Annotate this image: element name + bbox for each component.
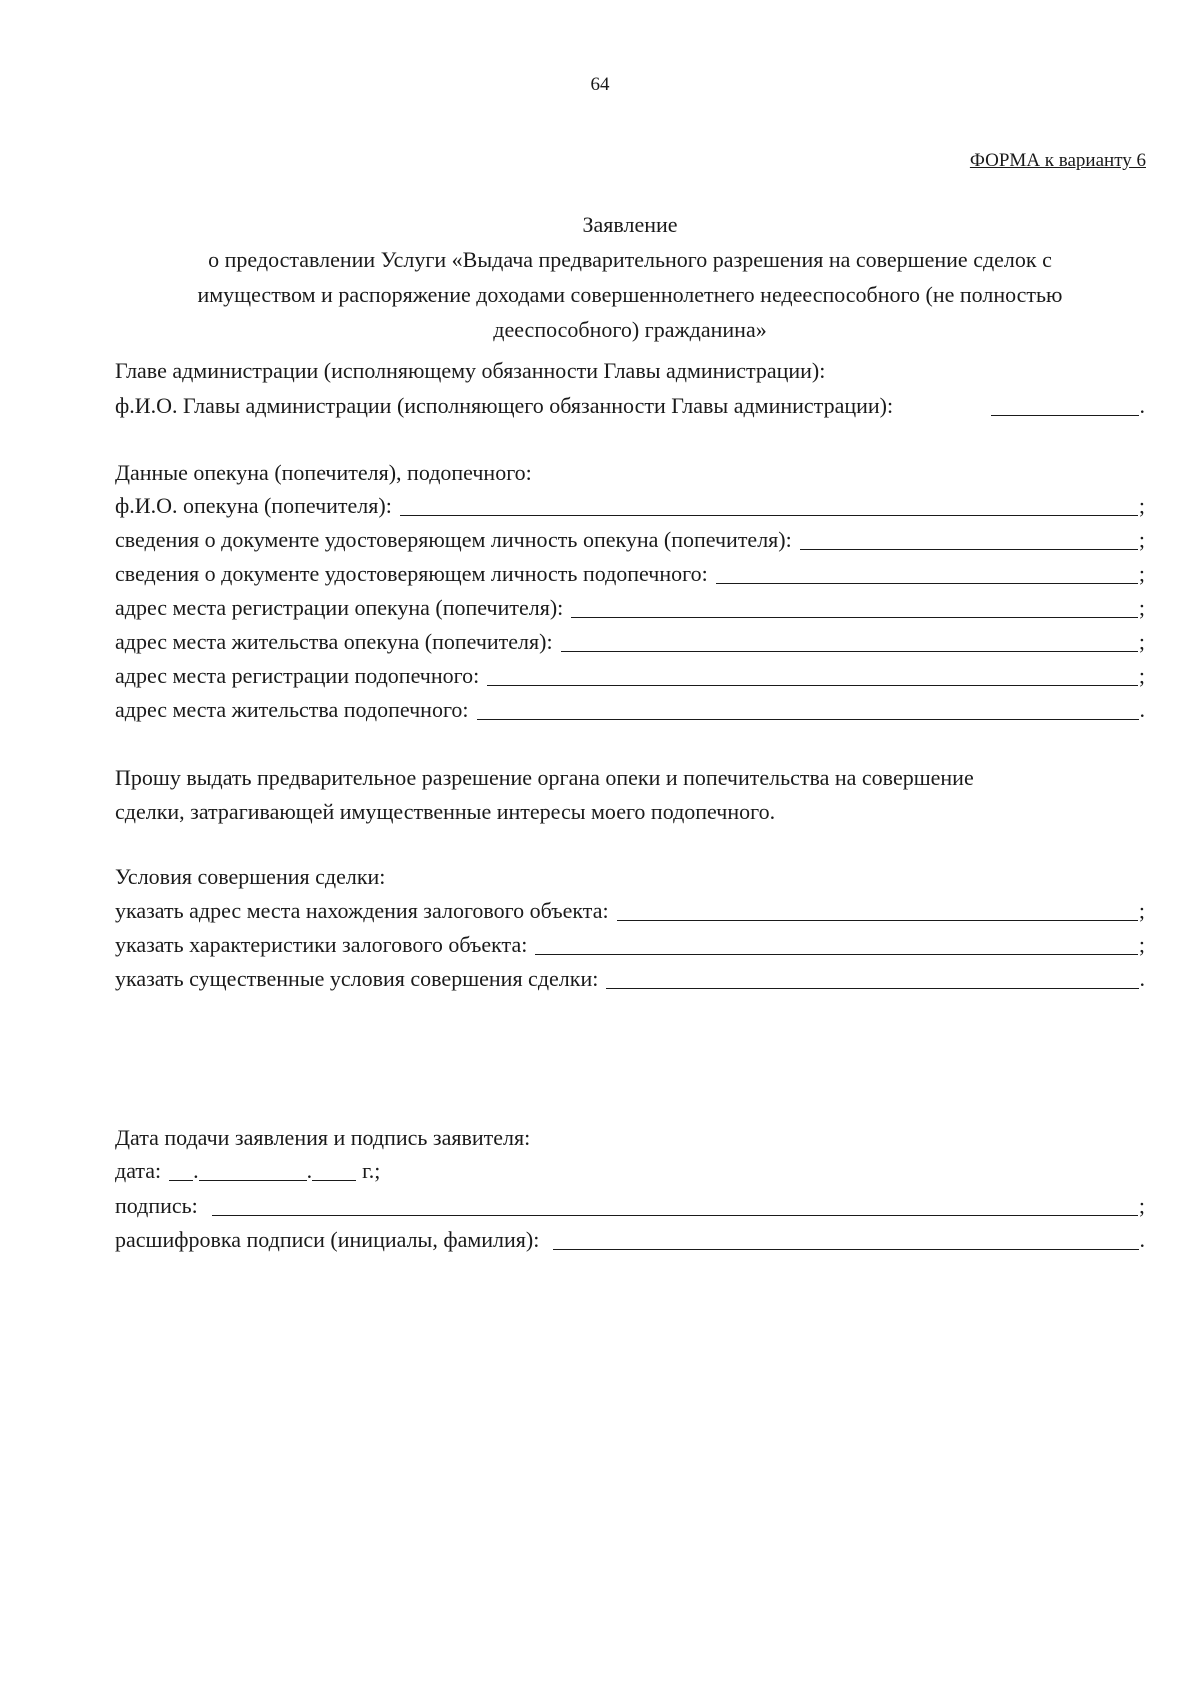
field-blank[interactable] [561, 650, 1138, 652]
title-line: о предоставлении Услуги «Выдача предварительного разрешения на совершение сделок с [208, 247, 1052, 272]
title-line: имуществом и распоряжение доходами совершеннолетнего недееспособного (не полностью [197, 282, 1063, 307]
deal-terms-field[interactable] [115, 963, 1145, 995]
field-label: адрес места регистрации подопечного: [115, 663, 480, 688]
field-blank[interactable] [400, 514, 1138, 516]
field-label: адрес места жительства опекуна (попечителя): [115, 629, 553, 654]
date-separator: . [193, 1158, 199, 1183]
guardian-section-heading: Данные опекуна (попечителя), подопечного: [115, 460, 532, 485]
field-terminator: . [1139, 966, 1145, 991]
ward-residence-address-field[interactable] [115, 694, 1145, 726]
field-blank[interactable] [617, 919, 1138, 921]
collateral-characteristics-field[interactable] [115, 929, 1145, 961]
title-line: дееспособного) гражданина» [493, 317, 767, 342]
field-blank[interactable] [571, 616, 1138, 618]
document-title [115, 207, 1145, 347]
field-label: подпись: [115, 1193, 198, 1218]
field-label: ф.И.О. опекуна (попечителя): [115, 493, 392, 518]
date-month-blank[interactable] [199, 1179, 307, 1181]
field-blank[interactable] [800, 548, 1138, 550]
field-label: расшифровка подписи (инициалы, фамилия): [115, 1227, 540, 1252]
field-label: указать характеристики залогового объекта: [115, 932, 528, 957]
field-label: адрес места регистрации опекуна (попечителя): [115, 595, 564, 620]
field-blank[interactable] [553, 1248, 1138, 1250]
field-blank[interactable] [477, 718, 1139, 720]
field-terminator: . [1139, 393, 1145, 418]
field-terminator: ; [1138, 663, 1145, 688]
field-blank[interactable] [212, 1214, 1138, 1216]
conditions-section-heading: Условия совершения сделки: [115, 864, 386, 889]
field-label: сведения о документе удостоверяющем личность подопечного: [115, 561, 708, 586]
field-terminator: . [1139, 697, 1145, 722]
field-label: адрес места жительства подопечного: [115, 697, 469, 722]
ward-id-document-field[interactable] [115, 558, 1145, 590]
field-blank[interactable] [487, 684, 1138, 686]
guardian-registration-address-field[interactable] [115, 592, 1145, 624]
field-blank[interactable] [606, 987, 1138, 989]
guardian-id-document-field[interactable] [115, 524, 1145, 556]
date-year-blank[interactable] [312, 1179, 356, 1181]
date-separator: . [306, 1158, 313, 1183]
signature-section-heading: Дата подачи заявления и подпись заявителя: [115, 1125, 531, 1150]
field-label: ф.И.О. Главы администрации (исполняющего обязанности Главы администрации): [115, 393, 894, 418]
field-terminator: ; [1138, 932, 1145, 957]
field-terminator: ; [1138, 1193, 1145, 1218]
field-blank[interactable] [716, 582, 1138, 584]
field-blank[interactable] [991, 414, 1139, 416]
field-label: сведения о документе удостоверяющем личность опекуна (попечителя): [115, 527, 792, 552]
field-label: указать существенные условия совершения сделки: [115, 966, 599, 991]
field-blank[interactable] [535, 953, 1138, 955]
guardian-residence-address-field[interactable] [115, 626, 1145, 658]
guardian-fio-field[interactable] [115, 490, 1145, 522]
ward-registration-address-field[interactable] [115, 660, 1145, 692]
date-suffix: г.; [362, 1158, 381, 1183]
signature-field[interactable] [115, 1190, 1145, 1222]
field-terminator: ; [1138, 527, 1145, 552]
date-day-blank[interactable] [169, 1179, 193, 1181]
date-label: дата: [115, 1158, 162, 1183]
page-number: 64 [590, 74, 610, 95]
date-field[interactable] [115, 1155, 380, 1187]
field-terminator: ; [1138, 493, 1145, 518]
field-label: указать адрес места нахождения залогового объекта: [115, 898, 609, 923]
request-text-line: Прошу выдать предварительное разрешение органа опеки и попечительства на совершение [115, 765, 974, 790]
field-terminator: . [1139, 1227, 1145, 1252]
title-heading: Заявление [582, 212, 678, 237]
addressee-line: Главе администрации (исполняющему обязанности Главы администрации): [115, 358, 826, 383]
form-reference: ФОРМА к варианту 6 [969, 150, 1146, 171]
head-fio-field[interactable] [115, 390, 1145, 422]
signature-transcript-field[interactable] [115, 1224, 1145, 1256]
field-terminator: ; [1138, 898, 1145, 923]
collateral-address-field[interactable] [115, 895, 1145, 927]
field-terminator: ; [1138, 595, 1145, 620]
field-terminator: ; [1138, 629, 1145, 654]
request-text-line: сделки, затрагивающей имущественные интересы моего подопечного. [115, 799, 776, 824]
field-terminator: ; [1138, 561, 1145, 586]
